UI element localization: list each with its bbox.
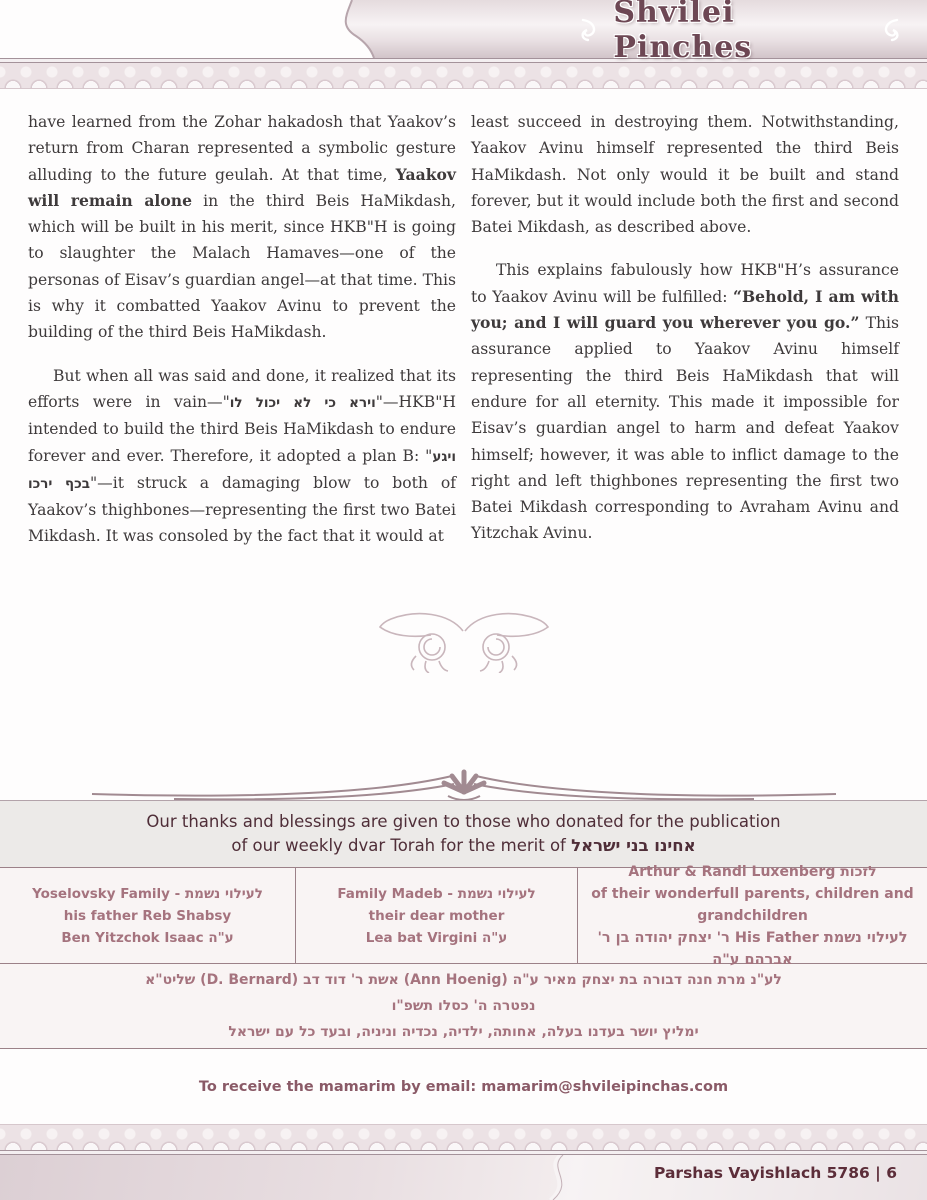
masthead <box>579 0 899 65</box>
email-contact-line: To receive the mamarim by email: mamarim@shvileipinchas.com <box>198 1079 729 1095</box>
donor-thanks-line2 <box>0 834 927 858</box>
donor-box-madeb <box>295 868 577 963</box>
donor-line: Arthur & Randi Luxenberg לזכות <box>628 863 877 880</box>
article-column-right <box>471 109 899 567</box>
donor-line: Family Madeb - לעילוי נשמת <box>337 885 536 902</box>
article-body <box>0 89 927 567</box>
memorial-line: לע"נ מרת חנה דבורה בת יצחק מאיר ע"ה (Ann Hoenig) אשת ר' דוד דב (D. Bernard) שליט"א <box>145 972 782 988</box>
footer-band <box>0 1155 927 1200</box>
fan-divider-icon <box>0 766 927 802</box>
donor-thanks-line2-text: of our weekly dvar Torah for the merit of <box>231 836 572 855</box>
donor-line: of their wonderfull parents, children and grandchildren <box>591 885 914 924</box>
donor-line: his father Reb Shabsy <box>63 907 232 924</box>
donor-line: לעילוי נשמת His Father ר' יצחק יהודה בן ר' אברהם ע"ה <box>597 929 908 968</box>
paragraph: This explains fabulously how HKB"H’s assurance to Yaakov Avinu will be fulfilled: “Behold, I am with you; and I will guard you wherever you go.” This assurance applied to Yaakov Avinu himself representing the third Beis HaMikdash that will endure for all eternity. This made it impossible for Eisav’s guardian angel to harm and defeat Yaakov himself; however, it was able to inflict damage to the right and left thighbones representing the first two Batei Mikdash corresponding to Avraham Avinu and Yitzchak Avinu. <box>471 261 899 543</box>
wings-ornament-icon <box>0 609 927 673</box>
lace-border-bottom <box>0 1124 927 1150</box>
memorial-line: נפטרה ה' כסלו תשפ"ו <box>391 998 536 1014</box>
paragraph: But when all was said and done, it realized that its efforts were in vain—"וירא כי לא יכול לו"—HKB"H intended to build the third Beis HaMikdash to endure forever and ever. Therefore, it adopted a plan B: "ויגע בכף ירכו"—it struck a damaging blow to both of Yaakov’s thighbones—representing the first two Batei Mikdash. It was consoled by the fact that it would at <box>28 366 456 546</box>
header-band <box>0 0 927 65</box>
donor-line: Lea bat Virgini ע"ה <box>365 929 508 946</box>
header-flourish-right-icon <box>879 16 899 44</box>
header-flourish-left-icon <box>579 16 599 44</box>
donor-box-yoselovsky <box>0 868 295 963</box>
donor-box-luxenberg <box>577 863 927 968</box>
donor-line: Ben Yitzchok Isaac ע"ה <box>61 929 234 946</box>
paragraph: have learned from the Zohar hakadosh that Yaakov’s return from Charan represented a symbolic gesture alluding to the future geulah. At that time, Yaakov will remain alone in the third Beis HaMikdash, which will be built in his merit, since HKB"H is going to slaughter the Malach Hamaves—one of the personas of Eisav’s guardian angel—at that time. This is why it combatted Yaakov Avinu to prevent the building of the third Beis HaMikdash. <box>28 113 457 342</box>
donor-line: their dear mother <box>368 907 505 924</box>
donor-boxes-row <box>0 863 927 968</box>
page-title: Shvilei Pinches <box>613 0 753 65</box>
donor-thanks-line2-hebrew: אחינו בני ישראל <box>571 836 696 855</box>
article-column-left <box>28 109 456 567</box>
memorial-row <box>0 964 927 1049</box>
donor-line: Yoselovsky Family - לעילוי נשמת <box>32 885 263 902</box>
donor-thanks-header <box>0 800 927 867</box>
donor-section <box>0 800 927 1095</box>
footer-page-label: Parshas Vayishlach 5786 | 6 <box>654 1164 897 1182</box>
paragraph: least succeed in destroying them. Notwithstanding, Yaakov Avinu himself represented the third Beis HaMikdash. Not only would it be built and stand forever, but it would include both the first and second Batei Mikdash, as described above. <box>471 113 899 237</box>
memorial-line: ימליץ יושר בעדנו בעלה, אחותה, ילדיה, נכדיה וניניה, ובעד כל עם ישראל <box>228 1024 699 1040</box>
header-curve-swoosh-icon <box>0 0 430 58</box>
lace-border-top <box>0 63 927 89</box>
donor-thanks-line1: Our thanks and blessings are given to those who donated for the publication <box>146 812 781 831</box>
